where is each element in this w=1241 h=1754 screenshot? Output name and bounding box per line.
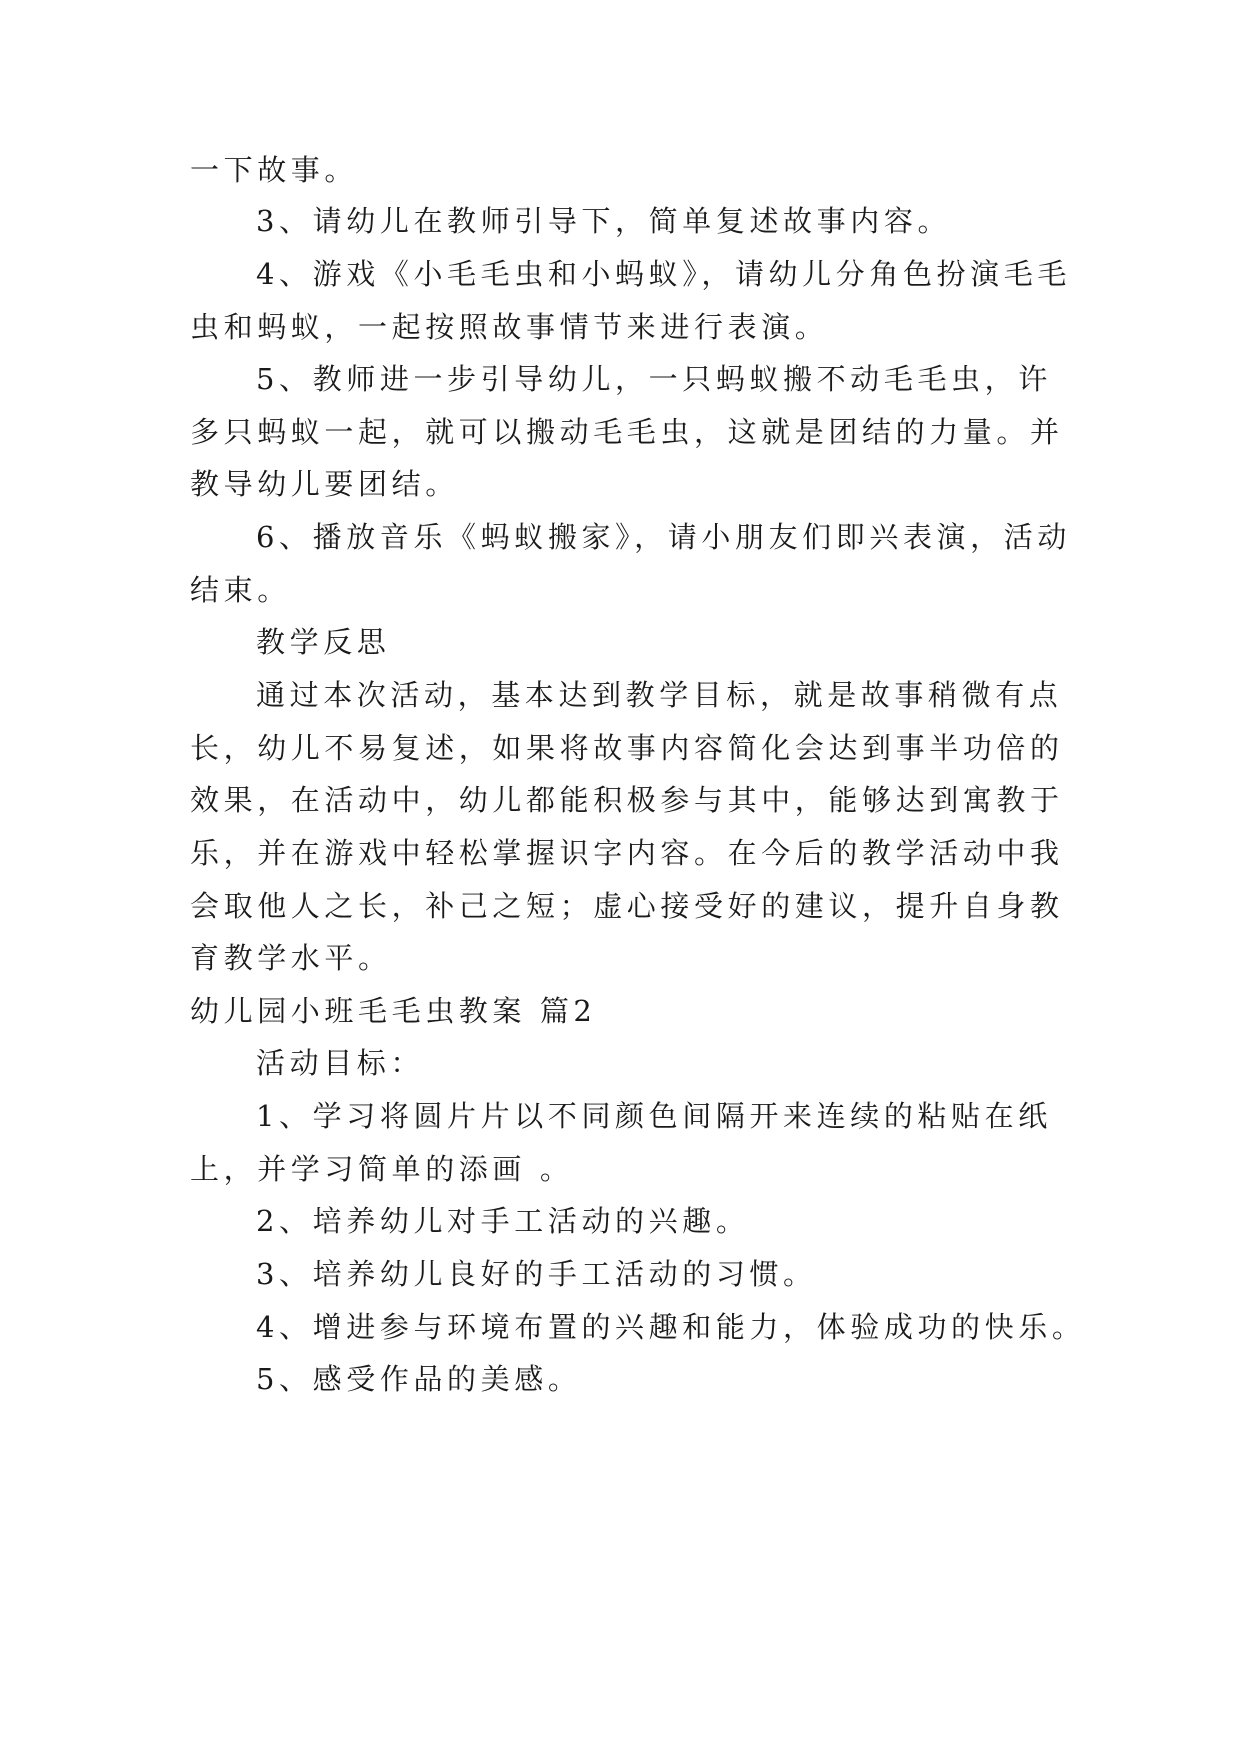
text-line: 教导幼儿要团结。 <box>190 467 459 501</box>
text-line: 3、请幼儿在教师引导下，简单复述故事内容。 <box>256 204 952 238</box>
text-line: 5、感受作品的美感。 <box>256 1362 582 1396</box>
text-line: 5、教师进一步引导幼儿，一只蚂蚁搬不动毛毛虫，许 <box>256 362 1052 396</box>
article-title: 幼儿园小班毛毛虫教案 篇2 <box>190 994 597 1028</box>
text-line: 1、学习将圆片片以不同颜色间隔开来连续的粘贴在纸 <box>256 1099 1052 1133</box>
text-line: 上，并学习简单的添画 。 <box>190 1152 574 1186</box>
text-line: 会取他人之长，补己之短；虚心接受好的建议，提升自身教 <box>190 889 1064 923</box>
text-line: 4、增进参与环境布置的兴趣和能力，体验成功的快乐。 <box>256 1310 1086 1344</box>
text-line: 育教学水平。 <box>190 941 392 975</box>
text-line: 3、培养幼儿良好的手工活动的习惯。 <box>256 1257 817 1291</box>
text-line: 6、播放音乐《蚂蚁搬家》，请小朋友们即兴表演，活动 <box>256 520 1071 554</box>
text-line: 长，幼儿不易复述，如果将故事内容简化会达到事半功倍的 <box>190 731 1064 765</box>
text-line: 结束。 <box>190 573 291 607</box>
text-line: 通过本次活动，基本达到教学目标，就是故事稍微有点 <box>256 678 1063 712</box>
section-heading: 活动目标： <box>256 1046 425 1080</box>
text-line: 效果，在活动中，幼儿都能积极参与其中，能够达到寓教于 <box>190 783 1064 817</box>
text-line: 乐，并在游戏中轻松掌握识字内容。在今后的教学活动中我 <box>190 836 1064 870</box>
text-line: 虫和蚂蚁，一起按照故事情节来进行表演。 <box>190 310 829 344</box>
text-line: 4、游戏《小毛毛虫和小蚂蚁》，请幼儿分角色扮演毛毛 <box>256 257 1071 291</box>
text-line: 一下故事。 <box>190 153 359 187</box>
text-line: 2、培养幼儿对手工活动的兴趣。 <box>256 1204 750 1238</box>
text-line: 多只蚂蚁一起，就可以搬动毛毛虫，这就是团结的力量。并 <box>190 415 1064 449</box>
section-heading: 教学反思 <box>256 625 391 659</box>
